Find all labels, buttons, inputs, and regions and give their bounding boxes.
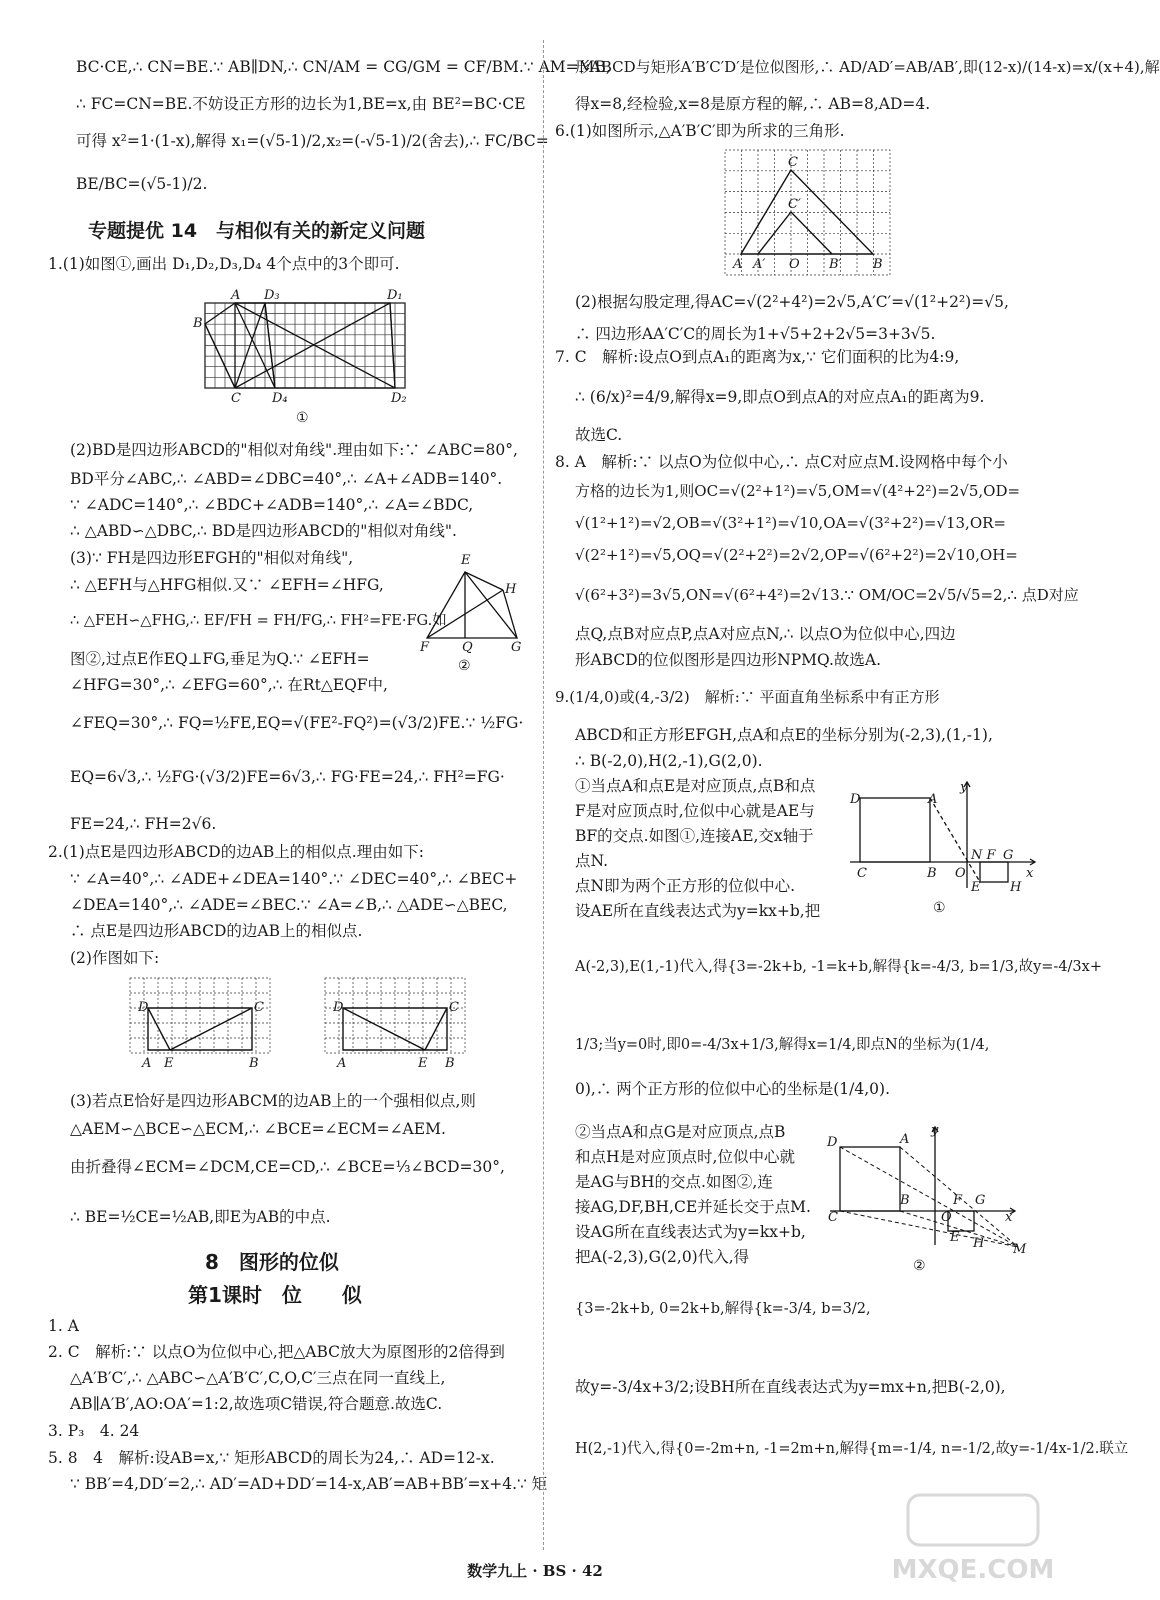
text-line: 和点H是对应顶点时,位似中心就	[575, 1148, 795, 1166]
text-line: EQ=6√3,∴ ½FG·(√3/2)FE=6√3,∴ FG·FE=24,∴ FH²=FG·	[70, 768, 505, 786]
text-line: 设AG所在直线表达式为y=kx+b,	[575, 1223, 806, 1241]
section-title: 专题提优 14 与相似有关的新定义问题	[88, 220, 426, 242]
text-line: 0),∴ 两个正方形的位似中心的坐标是(1/4,0).	[575, 1080, 891, 1098]
text-line: 得x=8,经检验,x=8是原方程的解,∴ AB=8,AD=4.	[575, 95, 931, 113]
text-line: 是AG与BH的交点.如图②,连	[575, 1173, 773, 1191]
point-label: A	[142, 1056, 152, 1071]
figure-right-1	[850, 780, 1040, 890]
point-label: B	[249, 1056, 259, 1071]
point-label: N F	[971, 848, 996, 863]
figure-caption: ②	[458, 658, 471, 674]
point-label: x	[1005, 1210, 1013, 1225]
text-line: √(6²+3²)=3√5,ON=√(6²+4²)=2√13.∵ OM/OC=2√5/√5=2,∴ 点D对应	[575, 586, 1079, 604]
text-line: ∴ 四边形AA′C′C的周长为1+√5+2+2√5=3+3√5.	[575, 325, 936, 343]
point-label: A	[337, 1056, 347, 1071]
text-line: ∵ ∠ADC=140°,∴ ∠BDC+∠ADB=140°,∴ ∠A=∠BDC,	[70, 496, 474, 514]
text-line: 由折叠得∠ECM=∠DCM,CE=CD,∴ ∠BCE=⅓∠BCD=30°,	[70, 1158, 505, 1176]
figure-quadrilateral-left	[130, 978, 270, 1053]
point-label: D₁	[387, 288, 403, 303]
point-label: Q	[462, 640, 473, 655]
point-label: C	[449, 1000, 459, 1015]
point-label: C	[231, 391, 241, 406]
answer-line: 2. C 解析:∵ 以点O为位似中心,把△ABC放大为原图形的2倍得到	[48, 1343, 505, 1361]
text-line: F是对应顶点时,位似中心就是AE与	[575, 802, 815, 820]
point-label: H	[1010, 880, 1022, 895]
point-label: D₂	[391, 391, 407, 406]
text-line: 把A(-2,3),G(2,0)代入,得	[575, 1248, 750, 1266]
text-line: 7. C 解析:设点O到点A₁的距离为x,∵ 它们面积的比为4:9,	[555, 348, 960, 366]
text-line: BC·CE,∴ CN=BE.∵ AB∥DN,∴ CN/AM = CG/GM = CF/BM.∵ AM=MB,	[76, 58, 611, 76]
point-label: E	[950, 1230, 960, 1245]
text-line: 故选C.	[575, 426, 623, 444]
figure-q6-grid	[725, 150, 890, 275]
text-line: ∴ (6/x)²=4/9,解得x=9,即点O到点A的对应点A₁的距离为9.	[575, 388, 985, 406]
text-line: FE=24,∴ FH=2√6.	[70, 815, 217, 833]
point-label: F	[420, 640, 430, 655]
figure-right-2	[830, 1125, 1030, 1250]
point-label: D	[333, 1000, 344, 1015]
text-line: 设AE所在直线表达式为y=kx+b,把	[575, 902, 821, 920]
text-line: ABCD和正方形EFGH,点A和点E的坐标分别为(-2,3),(1,-1),	[575, 726, 993, 744]
figure-caption: ①	[933, 900, 946, 916]
point-label: C	[828, 1210, 838, 1225]
answer-line: △A′B′C′,∴ △ABC∽△A′B′C′,C,O,C′三点在同一直线上,	[70, 1369, 446, 1387]
text-line: 故y=-3/4x+3/2;设BH所在直线表达式为y=mx+n,把B(-2,0),	[575, 1378, 1006, 1396]
point-label: E	[461, 553, 471, 568]
point-label: H	[505, 582, 517, 597]
point-label: B	[873, 257, 883, 272]
chapter-title: 8 图形的位似	[205, 1250, 339, 1274]
point-label: C′	[788, 197, 801, 212]
figure-1-grid	[205, 303, 405, 388]
column-divider	[543, 40, 545, 1550]
text-line: 2.(1)点E是四边形ABCD的边AB上的相似点.理由如下:	[48, 843, 424, 861]
text-line: 图②,过点E作EQ⊥FG,垂足为Q.∵ ∠EFH=	[70, 650, 370, 668]
text-line: (3)若点E恰好是四边形ABCM的边AB上的一个强相似点,则	[70, 1092, 476, 1110]
point-label: G	[511, 640, 522, 655]
point-label: O	[789, 257, 800, 272]
point-label: M	[1013, 1242, 1027, 1257]
text-line: 形ABCD与矩形A′B′C′D′是位似图形,∴ AD/AD′=AB/AB′,即(12-x)/(14-x)=x/(x+4),解	[575, 58, 1160, 76]
text-line: ∠DEA=140°,∴ ∠ADE=∠BEC.∵ ∠A=∠B,∴ △ADE∽△BEC,	[70, 896, 508, 914]
point-label: y	[931, 1123, 939, 1138]
answer-line: 5. 8 4 解析:设AB=x,∵ 矩形ABCD的周长为24,∴ AD=12-x.	[48, 1449, 495, 1467]
text-line: 可得 x²=1·(1-x),解得 x₁=(√5-1)/2,x₂=(-√5-1)/2(舍去),∴ FC/BC=	[76, 132, 549, 150]
point-label: D	[850, 792, 861, 807]
point-label: F	[953, 1193, 963, 1208]
text-line: 1/3;当y=0时,即0=-4/3x+1/3,解得x=1/4,即点N的坐标为(1/4,	[575, 1037, 990, 1053]
point-label: A	[900, 1132, 910, 1147]
lesson-title: 第1课时 位 似	[188, 1283, 362, 1307]
answer-line: AB∥A′B′,AO:OA′=1:2,故选项C错误,符合题意.故选C.	[70, 1395, 443, 1413]
svg-text:MXQE.COM: MXQE.COM	[891, 1555, 1055, 1585]
point-label: D	[827, 1135, 838, 1150]
point-label: D₄	[272, 391, 288, 406]
text-line: 6.(1)如图所示,△A′B′C′即为所求的三角形.	[555, 122, 845, 140]
point-label: A	[733, 257, 743, 272]
point-label: A′	[753, 257, 766, 272]
text-line: 接AG,DF,BH,CE并延长交于点M.	[575, 1198, 811, 1216]
text-line: △AEM∽△BCE∽△ECM,∴ ∠BCE=∠ECM=∠AEM.	[70, 1120, 446, 1138]
text-line: ∴ FC=CN=BE.不妨设正方形的边长为1,BE=x,由 BE²=BC·CE	[76, 95, 526, 113]
text-line: 8. A 解析:∵ 以点O为位似中心,∴ 点C对应点M.设网格中每个小	[555, 453, 1008, 471]
text-line: √(1²+1²)=√2,OB=√(3²+1²)=√10,OA=√(3²+2²)=√13,OR=	[575, 514, 1006, 532]
text-line: (2)根据勾股定理,得AC=√(2²+4²)=2√5,A′C′=√(1²+2²)=√5,	[575, 293, 1009, 311]
point-label: D₃	[264, 288, 280, 303]
text-line: (3)∵ FH是四边形EFGH的"相似对角线",	[70, 549, 354, 567]
point-label: y	[960, 780, 968, 795]
text-line: (2)作图如下:	[70, 949, 160, 967]
figure-2-triangle	[425, 570, 525, 640]
point-label: E	[418, 1056, 428, 1071]
point-label: H	[973, 1236, 985, 1251]
watermark-logo	[888, 1490, 1058, 1590]
text-line: ∴ 点E是四边形ABCD的边AB上的相似点.	[70, 922, 363, 940]
point-label: A	[928, 792, 938, 807]
text-line: (2)BD是四边形ABCD的"相似对角线".理由如下:∵ ∠ABC=80°,	[70, 441, 518, 459]
text-line: {3=-2k+b, 0=2k+b,解得{k=-3/4, b=3/2,	[575, 1301, 871, 1317]
point-label: A	[231, 288, 241, 303]
point-label: C	[857, 866, 867, 881]
text-line: ∴ BE=½CE=½AB,即E为AB的中点.	[70, 1208, 331, 1226]
text-line: ∴ △FEH∽△FHG,∴ EF/FH = FH/FG,∴ FH²=FE·FG.如	[70, 613, 447, 629]
point-label: D	[138, 1000, 149, 1015]
point-label: B	[445, 1056, 455, 1071]
text-line: 形ABCD的位似图形是四边形NPMQ.故选A.	[575, 651, 882, 669]
text-line: ∴ B(-2,0),H(2,-1),G(2,0).	[575, 752, 763, 770]
point-label: G	[1003, 848, 1014, 863]
point-label: B	[900, 1193, 910, 1208]
text-line: ∴ △ABD∽△DBC,∴ BD是四边形ABCD的"相似对角线".	[70, 522, 457, 540]
point-label: C	[788, 155, 798, 170]
text-line: 1.(1)如图①,画出 D₁,D₂,D₃,D₄ 4个点中的3个即可.	[48, 255, 400, 273]
point-label: B′	[829, 257, 842, 272]
answer-line: 1. A	[48, 1317, 79, 1335]
point-label: G	[975, 1193, 986, 1208]
text-line: ∴ △EFH与△HFG相似.又∵ ∠EFH=∠HFG,	[70, 576, 384, 594]
answer-line: 3. P₃ 4. 24	[48, 1422, 140, 1440]
text-line: 点Q,点B对应点P,点A对应点N,∴ 以点O为位似中心,四边	[575, 625, 956, 643]
text-line: ∵ ∠A=40°,∴ ∠ADE+∠DEA=140°.∵ ∠DEC=40°,∴ ∠BEC+	[70, 870, 518, 888]
text-line: BF的交点.如图①,连接AE,交x轴于	[575, 827, 814, 845]
point-label: O	[941, 1210, 952, 1225]
point-label: E	[971, 880, 981, 895]
text-line: ①当点A和点E是对应顶点,点B和点	[575, 777, 816, 795]
page-footer: 数学九上 · BS · 42	[467, 1562, 603, 1580]
point-label: E	[164, 1056, 174, 1071]
figure-quadrilateral-right	[325, 978, 465, 1053]
text-line: A(-2,3),E(1,-1)代入,得{3=-2k+b, -1=k+b,解得{k=-4/3, b=1/3,故y=-4/3x+	[575, 959, 1102, 975]
answer-line: ∵ BB′=4,DD′=2,∴ AD′=AD+DD′=14-x,AB′=AB+BB′=x+4.∵ 矩	[70, 1475, 548, 1493]
text-line: 点N.	[575, 852, 608, 870]
text-line: ②当点A和点G是对应顶点,点B	[575, 1123, 786, 1141]
text-line: 点N即为两个正方形的位似中心.	[575, 877, 795, 895]
text-line: 9.(1/4,0)或(4,-3/2) 解析:∵ 平面直角坐标系中有正方形	[555, 688, 940, 706]
point-label: B	[193, 316, 203, 331]
text-line: BE/BC=(√5-1)/2.	[76, 175, 208, 193]
point-label: B	[927, 866, 937, 881]
figure-caption: ①	[296, 410, 309, 426]
point-label: C	[254, 1000, 264, 1015]
text-line: ∠FEQ=30°,∴ FQ=½FE,EQ=√(FE²-FQ²)=(√3/2)FE.∵ ½FG·	[70, 714, 524, 732]
point-label: x	[1026, 866, 1034, 881]
text-line: 方格的边长为1,则OC=√(2²+1²)=√5,OM=√(4²+2²)=2√5,OD=	[575, 482, 1021, 500]
text-line: BD平分∠ABC,∴ ∠ABD=∠DBC=40°,∴ ∠A+∠ADB=140°.	[70, 470, 503, 488]
text-line: √(2²+1²)=√5,OQ=√(2²+2²)=2√2,OP=√(6²+2²)=2√10,OH=	[575, 546, 1018, 564]
figure-caption: ②	[913, 1258, 926, 1274]
text-line: ∠HFG=30°,∴ ∠EFG=60°,∴ 在Rt△EQF中,	[70, 676, 388, 694]
point-label: O	[955, 866, 966, 881]
text-line: H(2,-1)代入,得{0=-2m+n, -1=2m+n,解得{m=-1/4, n=-1/2,故y=-1/4x-1/2.联立	[575, 1441, 1129, 1457]
